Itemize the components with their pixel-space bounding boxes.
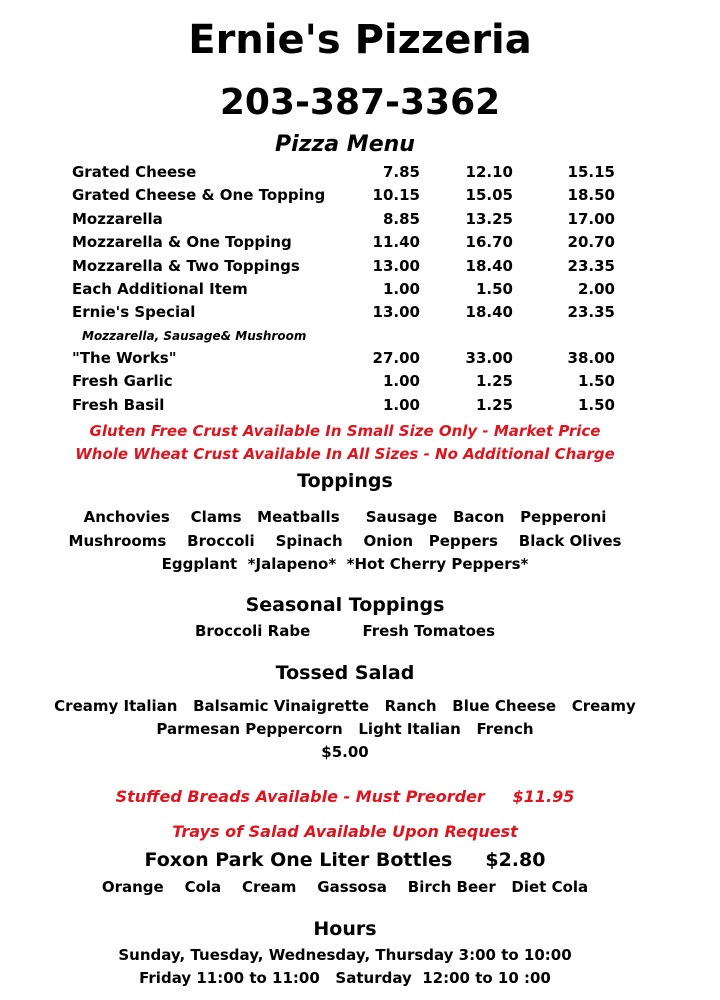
soda-flavors-line: Orange Cola Cream Gassosa Birch Beer Diet Cola — [101, 878, 589, 896]
seasonal-toppings-heading: Seasonal Toppings — [245, 594, 445, 616]
hours-heading: Hours — [313, 918, 377, 940]
menu-price-small: 10.15 — [372, 186, 420, 205]
foxon-park-bottles: Foxon Park One Liter Bottles $2.80 — [144, 849, 546, 871]
menu-row — [72, 184, 632, 207]
menu-price-large: 15.15 — [567, 163, 615, 181]
menu-price-small: 13.00 — [372, 303, 420, 322]
menu-row — [72, 161, 632, 184]
restaurant-title: Ernie's Pizzeria — [188, 17, 532, 63]
phone-number: 203-387-3362 — [219, 82, 501, 123]
menu-row — [72, 301, 632, 324]
menu-price-medium: 13.25 — [465, 209, 513, 228]
menu-item-name: Each Additional Item — [72, 279, 248, 298]
menu-price-large: 1.50 — [577, 372, 615, 391]
menu-price-medium: 1.25 — [475, 395, 513, 414]
menu-item-name: Mozzarella & Two Toppings — [72, 256, 300, 275]
menu-row — [72, 394, 632, 417]
hours-line: Sunday, Tuesday, Wednesday, Thursday 3:00 to 10:00 — [118, 946, 572, 964]
menu-item-name: Mozzarella — [72, 209, 163, 228]
toppings-line: Anchovies Clams Meatballs Sausage Bacon Pepperoni — [83, 508, 607, 526]
pizza-menu-heading: Pizza Menu — [275, 132, 415, 157]
menu-price-medium: 1.25 — [475, 372, 513, 391]
menu-price-small: 7.85 — [382, 163, 420, 181]
menu-price-small: 27.00 — [372, 348, 420, 367]
menu-price-small: 1.00 — [382, 279, 420, 298]
menu-item-description — [72, 325, 632, 347]
menu-price-medium: 16.70 — [465, 233, 513, 252]
menu-price-medium: 18.40 — [465, 303, 513, 322]
menu-price-small: 11.40 — [372, 233, 420, 252]
menu-price-large: 17.00 — [567, 209, 615, 228]
menu-price-large: 1.50 — [577, 395, 615, 414]
menu-price-medium: 1.50 — [475, 279, 513, 298]
menu-row — [72, 231, 632, 254]
salad-dressings-line: Creamy Italian Balsamic Vinaigrette Ranch Blue Cheese Creamy — [54, 697, 636, 715]
menu-item-name: Grated Cheese & One Topping — [72, 186, 326, 205]
toppings-heading: Toppings — [297, 470, 393, 492]
menu-price-small: 1.00 — [382, 395, 420, 414]
menu-price-large: 18.50 — [567, 186, 615, 205]
menu-row — [72, 255, 632, 278]
whole-wheat-note: Whole Wheat Crust Available In All Sizes - No Additional Charge — [75, 445, 615, 463]
menu-price-large: 20.70 — [567, 233, 615, 252]
menu-price-small: 8.85 — [382, 209, 420, 228]
toppings-line: Eggplant *Jalapeno* *Hot Cherry Peppers* — [161, 555, 529, 573]
menu-price-medium: 15.05 — [465, 186, 513, 205]
hours-line: Friday 11:00 to 11:00 Saturday 12:00 to 10 :00 — [139, 969, 551, 987]
menu-price-large: 23.35 — [567, 256, 615, 275]
stuffed-breads-note: Stuffed Breads Available - Must Preorder $11.95 — [115, 787, 575, 806]
menu-item-name: "The Works" — [72, 348, 177, 367]
salad-price: $5.00 — [321, 743, 369, 761]
menu-item-name: Fresh Garlic — [72, 372, 173, 391]
menu-item-name: Fresh Basil — [72, 395, 165, 414]
menu-price-medium: 12.10 — [465, 163, 513, 181]
menu-item-description-text: Mozzarella, Sausage& Mushroom — [82, 328, 307, 343]
menu-item-name: Grated Cheese — [72, 163, 197, 181]
menu-price-large: 2.00 — [577, 279, 615, 298]
menu-row — [72, 208, 632, 231]
tossed-salad-heading: Tossed Salad — [275, 662, 415, 684]
menu-price-medium: 33.00 — [465, 348, 513, 367]
menu-row — [72, 278, 632, 301]
menu-item-name: Mozzarella & One Topping — [72, 233, 292, 252]
pizza-menu-table — [72, 161, 632, 417]
menu-price-large: 38.00 — [567, 348, 615, 367]
menu-price-large: 23.35 — [567, 303, 615, 322]
seasonal-toppings-line: Broccoli Rabe Fresh Tomatoes — [194, 622, 496, 640]
menu-row — [72, 347, 632, 370]
menu-row — [72, 370, 632, 393]
menu-price-small: 1.00 — [382, 372, 420, 391]
menu-price-small: 13.00 — [372, 256, 420, 275]
menu-item-name: Ernie's Special — [72, 303, 196, 322]
menu-price-medium: 18.40 — [465, 256, 513, 275]
gluten-free-note: Gluten Free Crust Available In Small Size Only - Market Price — [89, 422, 601, 440]
salad-trays-note: Trays of Salad Available Upon Request — [172, 822, 518, 841]
salad-dressings-line: Parmesan Peppercorn Light Italian French — [156, 720, 534, 738]
toppings-line: Mushrooms Broccoli Spinach Onion Peppers Black Olives — [68, 532, 622, 550]
